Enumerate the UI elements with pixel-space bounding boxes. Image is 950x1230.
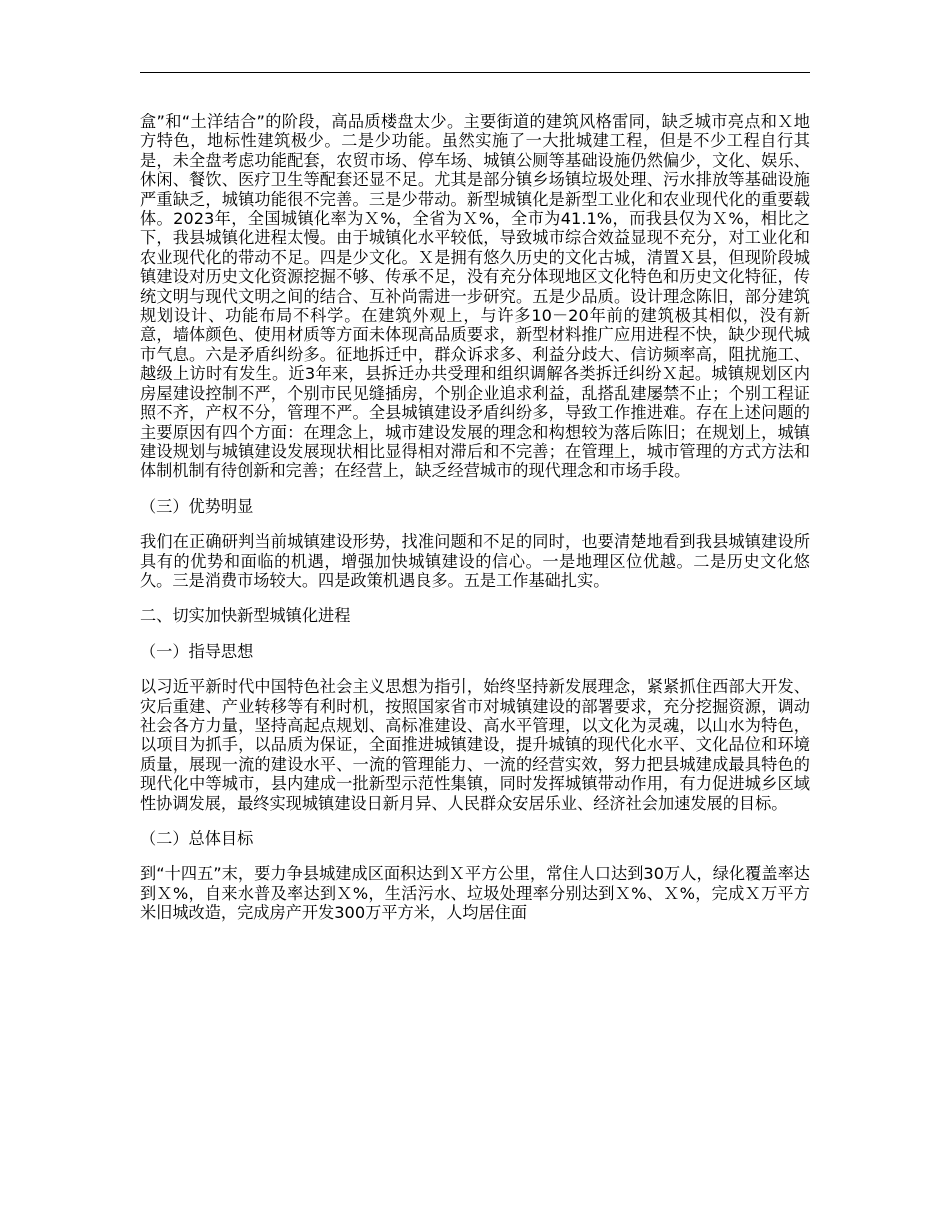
body-paragraph-advantages: 我们在正确研判当前城镇建设形势，找准问题和不足的同时，也要清楚地看到我县城镇建设所具有的优势和面临的机遇，增强加快城镇建设的信心。一是地理区位优越。二是历史文化悠久。三是消费市场较大。四是政策机遇良多。五是工作基础扎实。: [140, 532, 810, 590]
body-paragraph-overall-goals: 到“十四五”末，要力争县城建成区面积达到Ｘ平方公里，常住人口达到30万人，绿化覆盖率达到Ｘ%，自来水普及率达到Ｘ%，生活污水、垃圾处理率分别达到Ｘ%、Ｘ%，完成Ｘ万平方米旧城改造，完成房产开发300万平方米，人均居住面: [140, 864, 810, 923]
body-paragraph-guiding-ideology: 以习近平新时代中国特色社会主义思想为指引，始终坚持新发展理念，紧紧抓住西部大开发、灾后重建、产业转移等有利时机，按照国家省市对城镇建设的部署要求，充分挖掘资源，调动社会各方力量，坚持高起点规划、高标准建设、高水平管理，以文化为灵魂，以山水为特色，以项目为抓手，以品质为保证，全面推进城镇建设，提升城镇的现代化水平、文化品位和环境质量，展现一流的建设水平、一流的管理能力、一流的经营实效，努力把县城建成最具特色的现代化中等城市，县内建成一批新型示范性集镇，同时发挥城镇带动作用，有力促进城乡区域性协调发展，最终实现城镇建设日新月异、人民群众安居乐业、经济社会加速发展的目标。: [140, 677, 810, 813]
section-heading-overall-goals: （二）总体目标: [140, 829, 254, 848]
section-heading-guiding-ideology: （一）指导思想: [140, 641, 254, 661]
document-body: [140, 112, 810, 923]
body-paragraph-problems: 盒”和“土洋结合”的阶段，高品质楼盘太少。主要街道的建筑风格雷同，缺乏城市亮点和Ｘ地方特色，地标性建筑极少。二是少功能。虽然实施了一大批城建工程，但是不少工程自行其是，未全盘考虑功能配套，农贸市场、停车场、城镇公厕等基础设施仍然偏少，文化、娱乐、休闲、餐饮、医疗卫生等配套还显不足。尤其是部分镇乡场镇垃圾处理、污水排放等基础设施严重缺乏，城镇功能很不完善。三是少带动。新型城镇化是新型工业化和农业现代化的重要载体。2023年，全国城镇化率为Ｘ%，全省为Ｘ%，全市为41.1%，而我县仅为Ｘ%，相比之下，我县城镇化进程太慢。由于城镇化水平较低，导致城市综合效益显现不充分，对工业化和农业现代化的带动不足。四是少文化。Ｘ是拥有悠久历史的文化古城，清置Ｘ县，但现阶段城镇建设对历史文化资源挖掘不够、传承不足，没有充分体现地区文化特色和历史文化特征，传统文明与现代文明之间的结合、互补尚需进一步研究。五是少品质。设计理念陈旧，部分建筑规划设计、功能布局不科学。在建筑外观上，与许多10－20年前的建筑极其相似，没有新意，墙体颜色、使用材质等方面未体现高品质要求，新型材料推广应用进程不快，缺少现代城市气息。六是矛盾纠纷多。征地拆迁中，群众诉求多、利益分歧大、信访频率高，阻扰施工、越级上访时有发生。近3年来，县拆迁办共受理和组织调解各类拆迁纠纷Ｘ起。城镇规划区内房屋建设控制不严，个别市民见缝插房，个别企业追求利益，乱搭乱建屡禁不止；个别工程证照不齐，产权不分，管理不严。全县城镇建设矛盾纠纷多，导致工作推进难。存在上述问题的主要原因有四个方面：在理念上，城市建设发展的理念和构想较为落后陈旧；在规划上，城镇建设规划与城镇建设发展现状相比显得相对滞后和不完善；在管理上，城市管理的方式方法和体制机制有待创新和完善；在经营上，缺乏经营城市的现代理念和市场手段。: [140, 112, 810, 481]
chapter-heading-urbanization: 二、切实加快新型城镇化进程: [140, 606, 351, 626]
section-heading-advantages: （三）优势明显: [140, 496, 254, 516]
header-rule: [140, 72, 810, 73]
